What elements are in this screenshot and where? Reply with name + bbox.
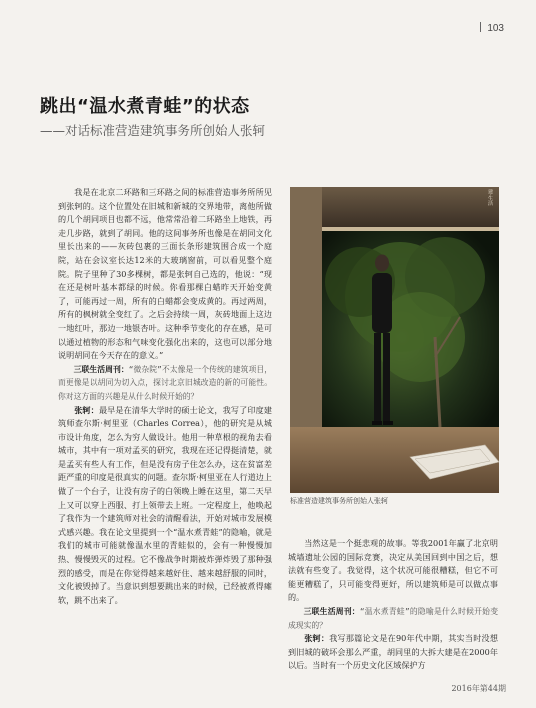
article-title: 跳出“温水煮青蛙”的状态	[40, 96, 250, 117]
issue-footer: 2016年第44期	[451, 684, 506, 693]
page-number: 103	[480, 22, 504, 34]
photo-caption: 标准营造建筑事务所创始人张轲	[290, 497, 388, 505]
question-text: “温水煮青蛙”的隐喻是什么时候开始变成现实的？	[288, 606, 499, 630]
answer-text: 最早是在清华大学时的硕士论文，我写了印度建筑师查尔斯·柯里亚（Charles Correa），他的研究是从城市设计角度，怎么为穷人做设计。他用一种草根的视角去看城市，其中有一项对孟买的研究，我现在还记得挺清楚，就是孟买有些人有工作，但是没有房子住怎么办，这在贫富差距严重的印度是很真实的问题。查尔斯·柯里亚在人行道边上做了一个台子，让没有房子的白领晚上睡在这里，第二天早上又可以穿上西服、打上领带去上班。一定程度上，他唤起了我作为一个建筑师对社会的清醒看法，开始对城市发展模式感兴趣。我在论文里提到一个“温水煮青蛙”的隐喻，就是我们的城市可能就像温水里的青蛙似的，会有一种慢慢加热、慢慢毁灭的过程。它不像战争时期被炸弹炸毁了那种强烈的感受，而是在你觉得越来越好住、越来越舒服的同时，文化被毁掉了。当意识到想要跳出来的时候，已经被煮得瘫软，跳不出来了。	[58, 404, 272, 605]
question-paragraph	[288, 605, 498, 632]
question-text: “微杂院”不太像是一个传统的建筑项目，而更像是以胡同为切入点，探讨北京旧城改造的新的可能性。你对这方面的兴趣是从什么时候开始的？	[58, 364, 272, 401]
article-subtitle: ——对话标准营造建筑事务所创始人张轲	[40, 123, 266, 138]
speaker-label: 三联生活周刊：	[73, 364, 129, 374]
speaker-label: 张轲：	[74, 404, 99, 415]
photo-side-label: 建·生活	[487, 189, 493, 206]
speaker-label: 张轲：	[304, 633, 330, 644]
body-paragraph: 当然这是一个挺悲观的故事。等我2001年赢了北京明城墙遗址公园的国际竞赛，决定从美国回到中国之后，想法就有些变了。我觉得，这个状况可能很糟糕，但它不可能更糟糕了，只可能变得更好，所以建筑师是可以做点事的。	[288, 538, 498, 603]
photo-illustration	[290, 187, 499, 493]
intro-paragraph: 我是在北京二环路和三环路之间的标准营造事务所所见到张轲的。这个位置处在旧城和新城的交界地带，离他所做的几个胡同项目也都不远，他常常沿着二环路坐上地铁，再走几步路，就到了胡同。他的这间事务所也像是在胡同文化里长出来的——灰砖包裹的三面长条形建筑围合成一个庭院，站在会议室长达12米的大玻璃窗前，可以看见整个庭院。院子里种了30多棵树，都是张轲自己选的，他说：“现在还是树叶基本都绿的时候。你看那棵白蜡昨天开始变黄了，可能再过一周，所有的白蜡都会变成黄的。再过两周，所有的枫树就全变红了。之后会持续一周，灰砖地面上这边一地红叶，那边一地银杏叶。这种季节变化的存在感，是可以通过植物的形态和气味变化强化出来的，这也可以部分地说明胡同在今天存在的意义。”	[58, 187, 272, 361]
right-column	[288, 537, 498, 673]
answer-paragraph	[288, 632, 498, 673]
question-paragraph	[58, 363, 272, 404]
answer-text: 我写那篇论文是在90年代中期，其实当时没想到旧城的破坏会那么严重，胡同里的大拆大建是在2000年以后。当时有一个历史文化区域保护方	[288, 633, 498, 671]
answer-paragraph	[58, 404, 272, 608]
portrait-photo	[290, 187, 499, 493]
left-column	[58, 186, 272, 607]
speaker-label: 三联生活周刊：	[303, 606, 360, 616]
